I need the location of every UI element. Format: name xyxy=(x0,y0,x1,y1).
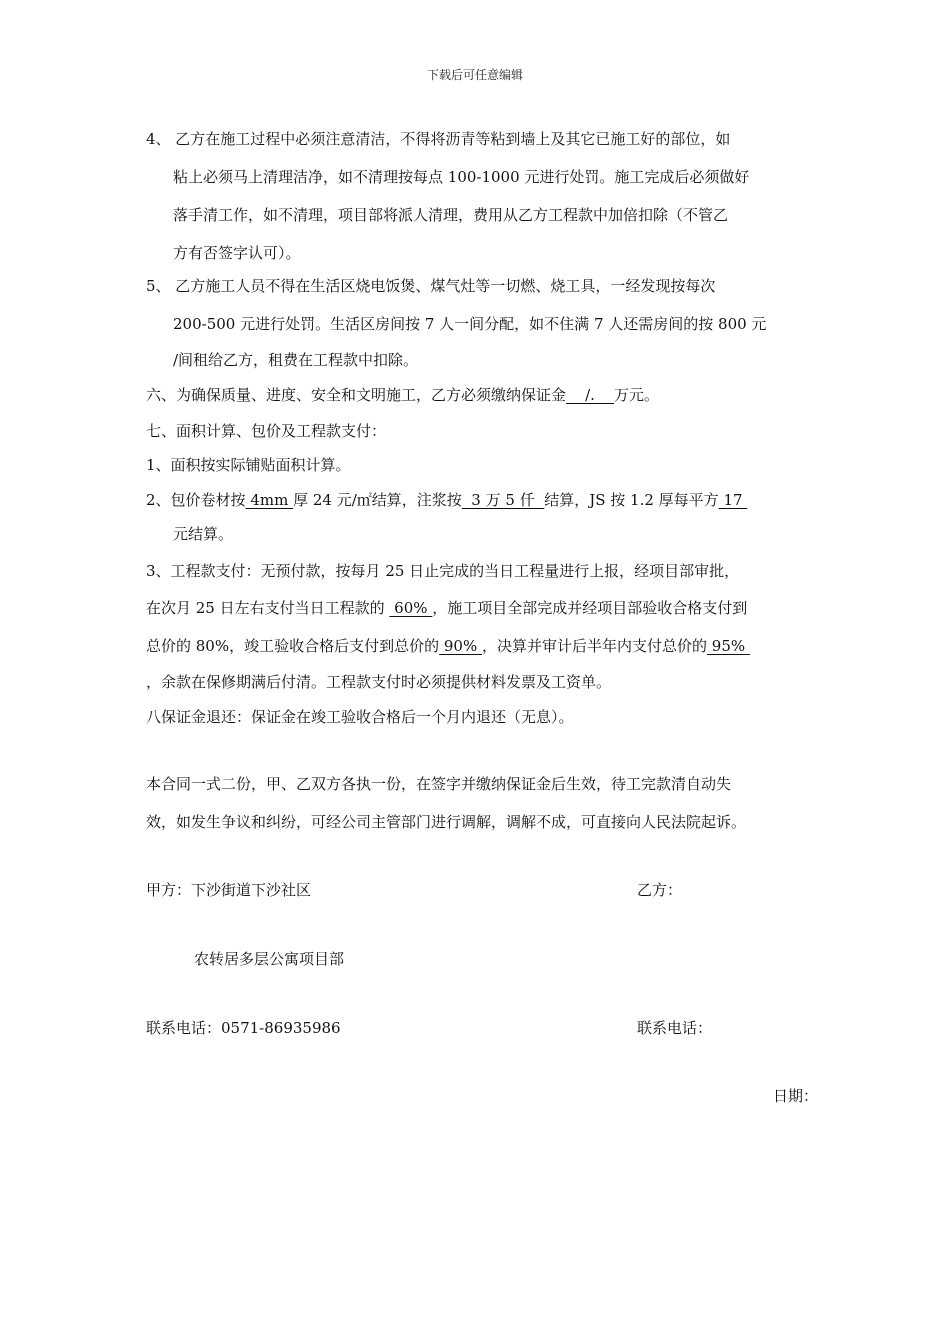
section-6-text: 六、为确保质量、进度、安全和文明施工，乙方必须缴纳保证金 xyxy=(146,386,567,404)
deposit-amount-field: /. xyxy=(566,386,614,404)
date-label: 日期： xyxy=(773,1087,819,1105)
contact-phone-b: 联系电话： xyxy=(637,1019,713,1037)
contact-phone-a: 联系电话：0571-86935986 xyxy=(146,1019,341,1037)
party-a: 甲方：下沙街道下沙社区 xyxy=(146,881,312,899)
clause-5-line-3: /间租给乙方，租费在工程款中扣除。 xyxy=(173,351,419,369)
project-department: 农转居多层公寓项目部 xyxy=(194,950,345,968)
item-2-text-a: 2、包价卷材按 xyxy=(146,491,246,509)
section-8: 八保证金退还：保证金在竣工验收合格后一个月内退还（无息）。 xyxy=(146,708,574,726)
item-3-text-f: ，决算并审计后半年内支付总价的 xyxy=(482,637,708,655)
clause-4-line-3: 落手清工作，如不清理，项目部将派人清理，费用从乙方工程款中加倍扣除（不管乙 xyxy=(173,206,729,224)
clause-4-line-2: 粘上必须马上清理洁净，如不清理按每点 100-1000 元进行处罚。施工完成后必须做好 xyxy=(173,168,750,186)
item-3-line-3 xyxy=(146,636,750,656)
monthly-payment-percent: 60% xyxy=(389,599,433,617)
item-2-line-1 xyxy=(146,490,747,510)
clause-5-line-2: 200-500 元进行处罚。生活区房间按 7 人一间分配，如不住满 7 人还需房间的按 800 元 xyxy=(173,315,767,333)
section-6-unit: 万元。 xyxy=(613,386,659,404)
final-clause-line-1: 本合同一式二份，甲、乙双方各执一份，在签字并缴纳保证金后生效，待工完款清自动失 xyxy=(146,775,732,793)
item-2-text-c: 厚 24 元/㎡结算，注浆按 xyxy=(293,491,462,509)
item-3-line-2 xyxy=(146,598,747,618)
section-6 xyxy=(146,385,659,405)
section-7-heading: 七、面积计算、包价及工程款支付： xyxy=(146,422,387,440)
clause-5-line-1: 5、 乙方施工人员不得在生活区烧电饭煲、煤气灶等一切燃、烧工具，一经发现按每次 xyxy=(146,277,716,295)
audit-payment-percent: 95% xyxy=(707,637,750,655)
final-clause-line-2: 效，如发生争议和纠纷，可经公司主管部门进行调解，调解不成，可直接向人民法院起诉。 xyxy=(146,813,747,831)
js-price-field: 17 xyxy=(718,491,748,509)
clause-4-line-4: 方有否签字认可）。 xyxy=(173,244,301,262)
grouting-price-field: 3 万 5 仟 xyxy=(461,491,545,509)
clause-4-line-1: 4、 乙方在施工过程中必须注意清洁，不得将沥青等粘到墙上及其它已施工好的部位，如 xyxy=(146,130,731,148)
item-3-text-d: 总价的 80%，竣工验收合格后支付到总价的 xyxy=(146,637,440,655)
membrane-thickness-field: 4mm xyxy=(245,491,294,509)
item-3-text-c: ，施工项目全部完成并经项目部验收合格支付到 xyxy=(432,599,748,617)
completion-payment-percent: 90% xyxy=(439,637,483,655)
party-b: 乙方： xyxy=(637,881,683,899)
item-3-text-a: 在次月 25 日左右支付当日工程款的 xyxy=(146,599,390,617)
item-1: 1、面积按实际铺贴面积计算。 xyxy=(146,456,351,474)
item-2-line-2: 元结算。 xyxy=(173,525,234,543)
item-3-line-4: ，余款在保修期满后付清。工程款支付时必须提供材料发票及工资单。 xyxy=(146,673,612,691)
item-2-text-e: 结算，JS 按 1.2 厚每平方 xyxy=(544,491,719,509)
page-header: 下载后可任意编辑 xyxy=(426,68,523,82)
item-3-line-1: 3、工程款支付：无预付款，按每月 25 日止完成的当日工程量进行上报，经项目部审批， xyxy=(146,562,740,580)
